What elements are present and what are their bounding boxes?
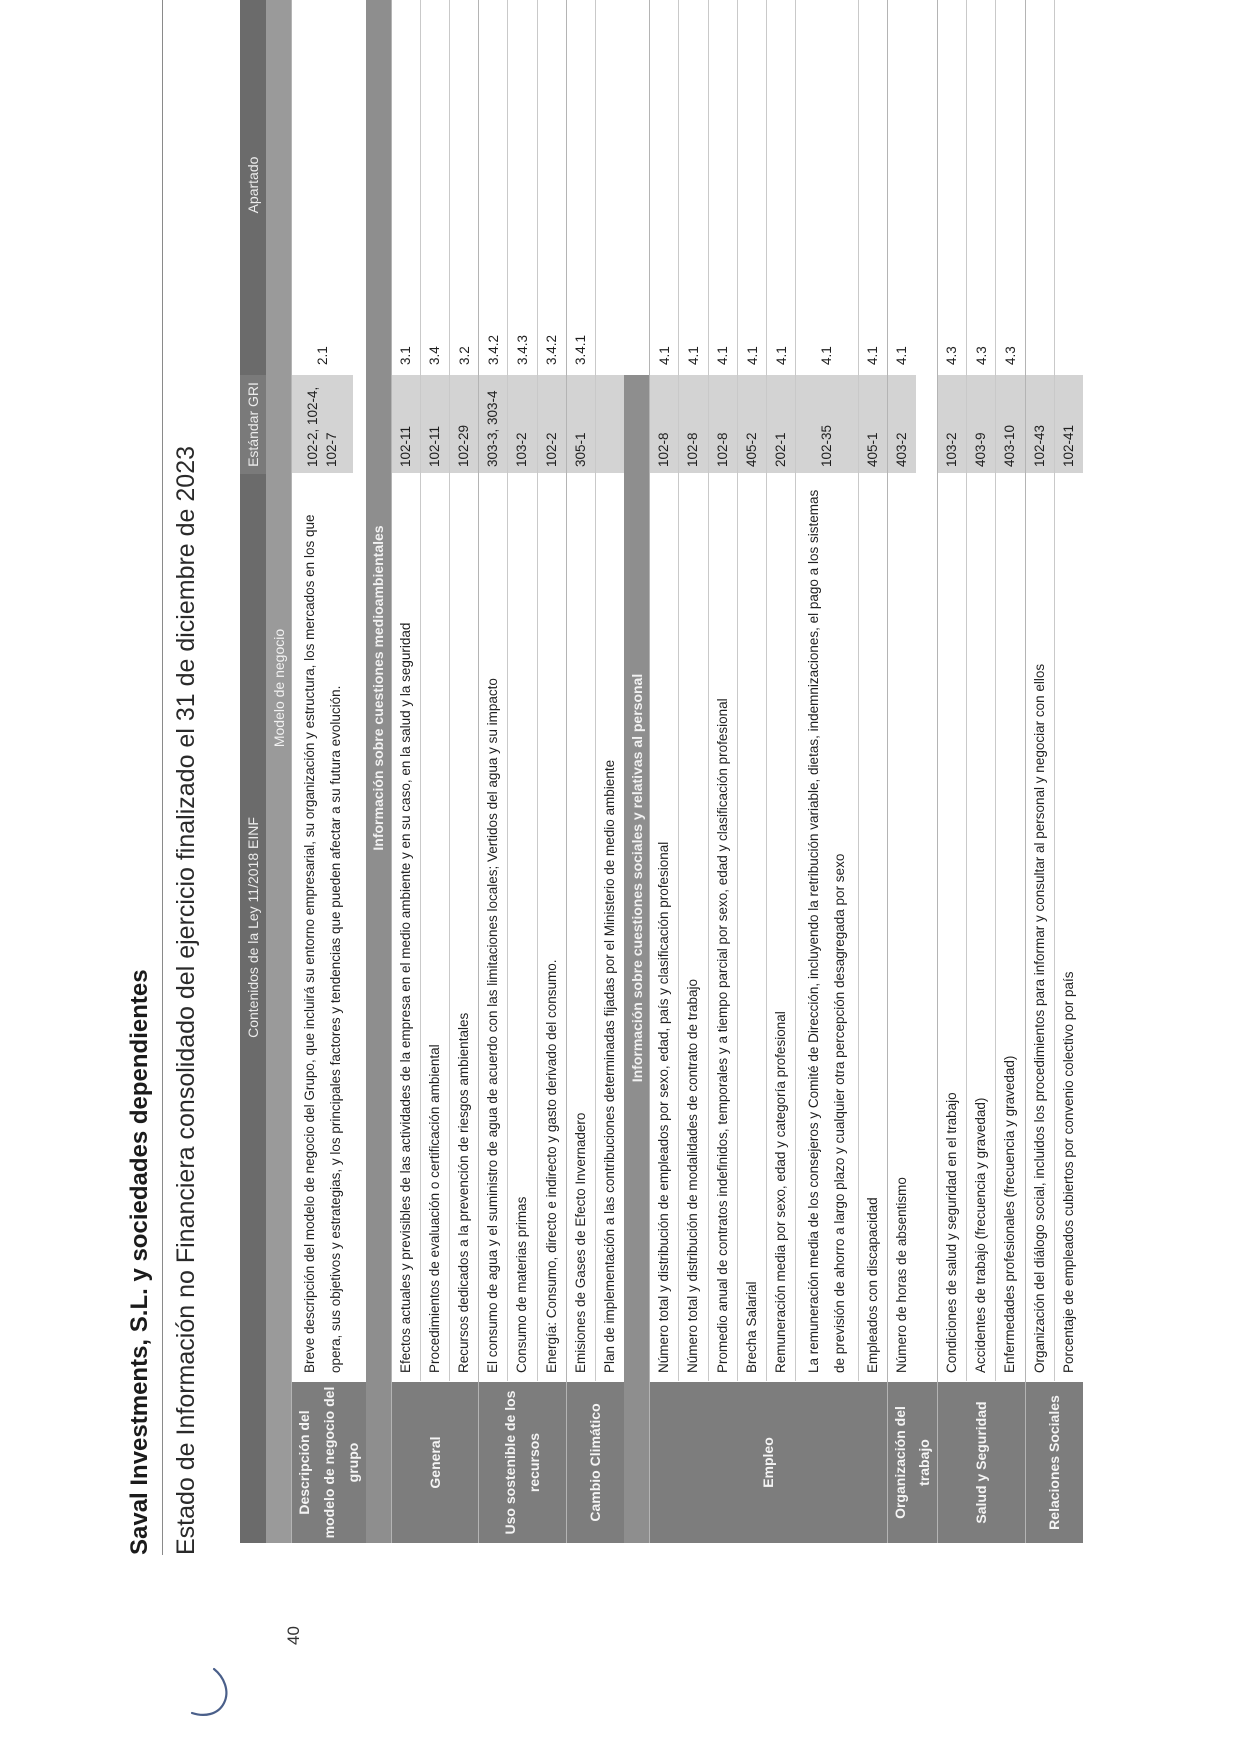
category-label: Cambio Climático [567,1381,624,1543]
table-row [292,0,353,1381]
gri-cell: 403-9 [967,375,995,474]
col-header-apartado: Apartado [245,156,261,214]
table-row [996,0,1024,1381]
category-group [391,0,479,1543]
table-row [796,0,858,1381]
table-row [767,0,796,1381]
apartado-cell: 3.4.1 [573,334,589,365]
company-title: Saval Investments, S.L. y sociedades dependientes [126,969,153,1555]
category-rows [479,0,566,1381]
content-cell: Empleados con discapacidad [864,1197,880,1373]
gri-cell: 102-11 [421,375,449,474]
content-cell: Breve descripción del modelo de negocio del Grupo, que incluirá su entorno empresarial, su organización y estructura, los mercados en los que opera, sus objetivos y estrategias, y los principales factores y tendencias que pueden afectar a su futura evolución. [302,514,343,1373]
page-number: 40 [284,1626,303,1645]
table-row [679,0,708,1381]
apartado-cell: 4.1 [744,346,760,365]
category-group [478,0,566,1543]
section-band-blank [266,1381,291,1543]
content-cell: Enfermedades profesionales (frecuencia y gravedad) [1002,1055,1018,1373]
table-row [479,0,508,1381]
gri-cell: 102-11 [392,375,420,474]
table-row [650,0,679,1381]
content-cell: Consumo de materias primas [514,1196,530,1373]
gri-cell: 102-8 [679,375,707,474]
apartado-cell: 4.1 [819,346,835,365]
table-row [567,0,596,1381]
table-row [967,0,996,1381]
header-divider [162,0,163,1555]
content-cell: Promedio anual de contratos indefinidos, temporales y a tiempo parcial por sexo, edad y clasificación profesional [714,698,730,1373]
apartado-cell [1055,0,1083,375]
content-cell: La remuneración media de los consejeros y Comité de Dirección, incluyendo la retribución variable, dietas, indemnizaciones, el pago a los sistemas de previsión de ahorro a largo plazo y cualquier otra percepción desagregada por sexo [806,489,847,1373]
apartado-cell: 3.4.2 [485,334,501,365]
content-cell: Energía: Consumo, directo e indirecto y gasto derivado del consumo. [543,959,559,1373]
section-band [624,0,649,1543]
content-cell: Número total y distribución de empleados por sexo, edad, país y clasificación profesional [656,841,672,1373]
category-label: Uso sostenible de los recursos [479,1381,566,1543]
apartado-cell: 4.1 [656,346,672,365]
content-cell: Recursos dedicados a la prevención de riesgos ambientales [455,1012,471,1373]
gri-cell: 405-1 [859,375,887,474]
apartado-cell: 3.4 [427,346,443,365]
apartado-cell: 4.1 [865,346,881,365]
content-cell: Remuneración media por sexo, edad y categoría profesional [773,1011,789,1373]
content-cell: Emisiones de Gases de Efecto Invernadero [572,1112,588,1373]
apartado-cell: 3.1 [398,346,414,365]
category-rows [392,0,479,1381]
col-header-gri: Estándar GRI [240,375,266,474]
gri-cell: 102-35 [796,375,857,474]
gri-cell: 102-8 [709,375,737,474]
table-row [938,0,967,1381]
content-cell: Plan de implementación a las contribuciones determinadas fijadas por el Ministerio de medio ambiente [602,759,618,1373]
apartado-cell: 3.4.3 [514,334,530,365]
gri-cell [596,375,624,474]
section-band-gap [624,0,649,375]
content-cell: Efectos actuales y previsibles de las actividades de la empresa en el medio ambiente y en su caso, en la salud y la seguridad [397,622,413,1373]
table-body [266,0,1083,1543]
content-cell: Porcentaje de empleados cubiertos por convenio colectivo por país [1060,971,1076,1373]
apartado-cell: 3.2 [456,346,472,365]
gri-cell: 102-41 [1055,375,1083,474]
gri-cell: 403-2 [888,375,916,474]
apartado-cell: 4.3 [944,346,960,365]
category-group [291,0,366,1543]
content-cell: Brecha Salarial [743,1281,759,1373]
gri-cell: 102-43 [1026,375,1054,474]
category-rows [938,0,1025,1381]
category-rows [1026,0,1083,1381]
apartado-cell: 4.1 [715,346,731,365]
col-header-contenidos: Contenidos de la Ley 11/2018 EINF [245,817,261,1038]
gri-cell: 102-2 [538,375,566,474]
table-row [392,0,421,1381]
gri-cell: 102-2, 102-4, 102-7 [292,375,353,474]
section-band [266,0,291,1543]
table-row [450,0,478,1381]
section-title: Modelo de negocio [270,628,287,748]
section-band-blank [366,1381,391,1543]
category-group [937,0,1025,1543]
apartado-cell: 2.1 [315,346,331,365]
gri-cell: 403-10 [996,375,1024,474]
einf-table [240,0,1083,1543]
apartado-cell [596,0,624,375]
table-row [709,0,738,1381]
gri-cell: 303-3, 303-4 [479,375,507,474]
gri-cell: 305-1 [567,375,595,474]
content-cell: Organización del diálogo social, incluidos los procedimientos para informar y consultar al personal y negociar con ellos [1031,663,1047,1373]
gri-cell: 202-1 [767,375,795,474]
table-row [421,0,450,1381]
category-label: Relaciones Sociales [1026,1381,1083,1543]
content-cell: Número de horas de absentismo [893,1177,909,1373]
category-rows [650,0,887,1381]
category-group [566,0,624,1543]
category-label: Descripción del modelo de negocio del grupo [292,1381,366,1543]
category-group [649,0,887,1543]
section-band [366,0,391,1543]
category-rows [567,0,624,1381]
table-row [596,0,624,1381]
content-cell: Número total y distribución de modalidades de contrato de trabajo [685,979,701,1373]
report-subtitle: Estado de Información no Financiera consolidado del ejercicio finalizado el 31 de diciembre de 2023 [172,445,200,1555]
table-row [888,0,916,1381]
header-blank [240,1381,266,1543]
content-cell: Procedimientos de evaluación o certificación ambiental [426,1044,442,1373]
table-header [240,0,266,1543]
gri-cell: 103-2 [938,375,966,474]
section-title: Información sobre cuestiones sociales y relativas al personal [628,673,645,1083]
table-row [859,0,887,1381]
gri-cell: 103-2 [508,375,536,474]
gri-cell: 102-29 [450,375,478,474]
apartado-cell: 4.3 [1002,346,1018,365]
apartado-cell [1026,0,1054,375]
apartado-cell: 4.3 [973,346,989,365]
category-rows [888,0,937,1381]
category-label: Organización del trabajo [888,1381,937,1543]
table-row [538,0,566,1381]
section-band-blank [624,1381,649,1543]
content-cell: El consumo de agua y el suministro de agua de acuerdo con las limitaciones locales; Vertidos del agua y su impacto [485,678,501,1373]
table-row [1055,0,1083,1381]
category-label: Salud y Seguridad [938,1381,1025,1543]
apartado-cell: 3.4.2 [544,334,560,365]
gri-cell: 405-2 [738,375,766,474]
category-label: General [392,1381,479,1543]
category-group [887,0,937,1543]
apartado-cell: 4.1 [894,346,910,365]
apartado-cell: 4.1 [686,346,702,365]
category-label: Empleo [650,1381,887,1543]
table-row [1026,0,1055,1381]
section-title: Información sobre cuestiones medioambientales [370,525,386,851]
content-cell: Accidentes de trabajo (frecuencia y gravedad) [973,1097,989,1373]
content-cell: Condiciones de salud y seguridad en el trabajo [943,1092,959,1373]
category-group [1025,0,1083,1543]
apartado-cell: 4.1 [773,346,789,365]
gri-cell: 102-8 [650,375,678,474]
table-row [508,0,537,1381]
handwritten-mark [184,1655,234,1725]
category-rows [292,0,366,1381]
table-row [738,0,767,1381]
